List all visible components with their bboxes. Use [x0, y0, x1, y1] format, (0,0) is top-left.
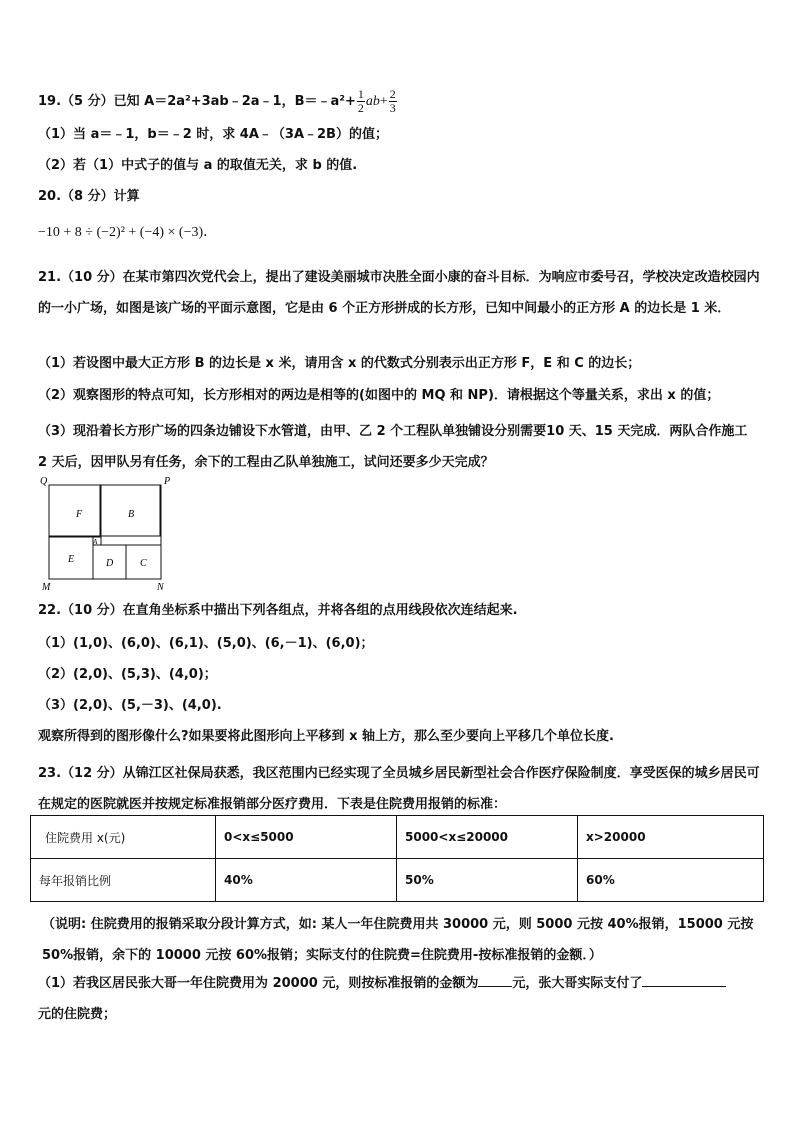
- label-F: F: [76, 509, 83, 520]
- table-row: [31, 859, 764, 902]
- square-plaza-figure: [36, 476, 176, 592]
- reimbursement-table: [30, 815, 764, 902]
- q19-part1: （1）当 a＝﹣1，b＝﹣2 时，求 4A﹣（3A﹣2B）的值；: [38, 127, 388, 142]
- q22-part4: 观察所得到的图形像什么?如果要将此图形向上平移到 x 轴上方，那么至少要向上平移几个单位长度.: [38, 729, 614, 744]
- fraction-two-thirds: [389, 88, 397, 115]
- q21-part1: （1）若设图中最大正方形 B 的边长是 x 米，请用含 x 的代数式分别表示出正方形 F，E 和 C 的边长；: [38, 356, 641, 371]
- fraction-one-half: [357, 88, 365, 115]
- q21-part3: （3）现沿着长方形广场的四条边铺设下水管道，由甲、乙 2 个工程队单独铺设分别需要10 天、15 天完成．两队合作施工 2 天后，因甲队另有任务，余下的工程由乙队单独施工，试问还要多少天完成？: [38, 424, 748, 470]
- q23-part1-text-b: 元，张大哥实际支付了: [512, 976, 643, 991]
- q19-stem-text: 19.（5 分）已知 A＝2a²+3ab﹣2a﹣1，B＝﹣a²+: [38, 94, 356, 109]
- q20-expression: −10 + 8 ÷ (−2)² + (−4) × (−3)．: [38, 225, 218, 240]
- label-E: E: [68, 554, 75, 565]
- label-A: A: [93, 538, 98, 546]
- q23-part1-line1: [38, 976, 726, 992]
- table-cell: 每年报销比例: [31, 859, 216, 902]
- q19-part2: （2）若（1）中式子的值与 a 的取值无关，求 b 的值.: [38, 158, 358, 173]
- q22-stem: 22.（10 分）在直角坐标系中描出下列各组点，并将各组的点用线段依次连结起来.: [38, 603, 518, 618]
- label-P: P: [164, 476, 171, 487]
- table-cell: 60%: [578, 859, 764, 902]
- ab-term: ab: [365, 94, 380, 109]
- table-row: [31, 816, 764, 859]
- q22-part2: （2）(2,0)、(5,3)、(4,0)；: [38, 667, 217, 682]
- table-cell: 50%: [397, 859, 578, 902]
- table-cell: 40%: [216, 859, 397, 902]
- q23-part1-line2: 元的住院费；: [38, 1007, 117, 1022]
- frac2-den: 3: [389, 101, 396, 115]
- frac1-num: 1: [357, 87, 364, 101]
- plus-sign: +: [379, 94, 388, 109]
- table-cell: 住院费用 x(元): [31, 816, 216, 859]
- q23-note: （说明: 住院费用的报销采取分段计算方式，如: 某人一年住院费用共 30000 元，则 5000 元按 40%报销，15000 元按 50%报销，余下的 10000 元按 60%报销；实际支付的住院费=住院费用-按标准报销的金额．）: [42, 917, 754, 963]
- frac1-den: 2: [357, 101, 364, 115]
- q19-stem: [38, 88, 398, 115]
- frac2-num: 2: [389, 87, 396, 101]
- q22-part1: （1）(1,0)、(6,0)、(6,1)、(5,0)、(6,－1)、(6,0)；: [38, 636, 374, 651]
- table-cell: 0<x≤5000: [216, 816, 397, 859]
- q23-part1-text-a: （1）若我区居民张大哥一年住院费用为 20000 元，则按标准报销的金额为: [38, 976, 479, 991]
- answer-blank-paid[interactable]: [642, 986, 726, 987]
- label-B: B: [128, 509, 135, 520]
- answer-blank-reimbursed[interactable]: [478, 986, 512, 987]
- label-N: N: [157, 582, 164, 592]
- q23-stem: 23.（12 分）从锦江区社保局获悉，我区范围内已经实现了全员城乡居民新型社会合作医疗保险制度．享受医保的城乡居民可在规定的医院就医并按规定标准报销部分医疗费用．下表是住院费用报销的标准：: [38, 766, 760, 812]
- table-cell: 5000<x≤20000: [397, 816, 578, 859]
- label-D: D: [106, 558, 114, 569]
- q20-stem: 20.（8 分）计算: [38, 189, 140, 204]
- label-Q: Q: [40, 476, 48, 487]
- q21-stem: 21.（10 分）在某市第四次党代会上，提出了建设美丽城市决胜全面小康的奋斗目标．为响应市委号召，学校决定改造校园内的一小广场，如图是该广场的平面示意图，它是由 6 个正方形拼成的长方形，已知中间最小的正方形 A 的边长是 1 米．: [38, 270, 760, 316]
- label-M: M: [42, 582, 51, 592]
- q22-part3: （3）(2,0)、(5,－3)、(4,0).: [38, 698, 222, 713]
- q21-part2: （2）观察图形的特点可知，长方形相对的两边是相等的(如图中的 MQ 和 NP)．请根据这个等量关系，求出 x 的值；: [38, 388, 720, 403]
- label-C: C: [140, 558, 147, 569]
- table-cell: x>20000: [578, 816, 764, 859]
